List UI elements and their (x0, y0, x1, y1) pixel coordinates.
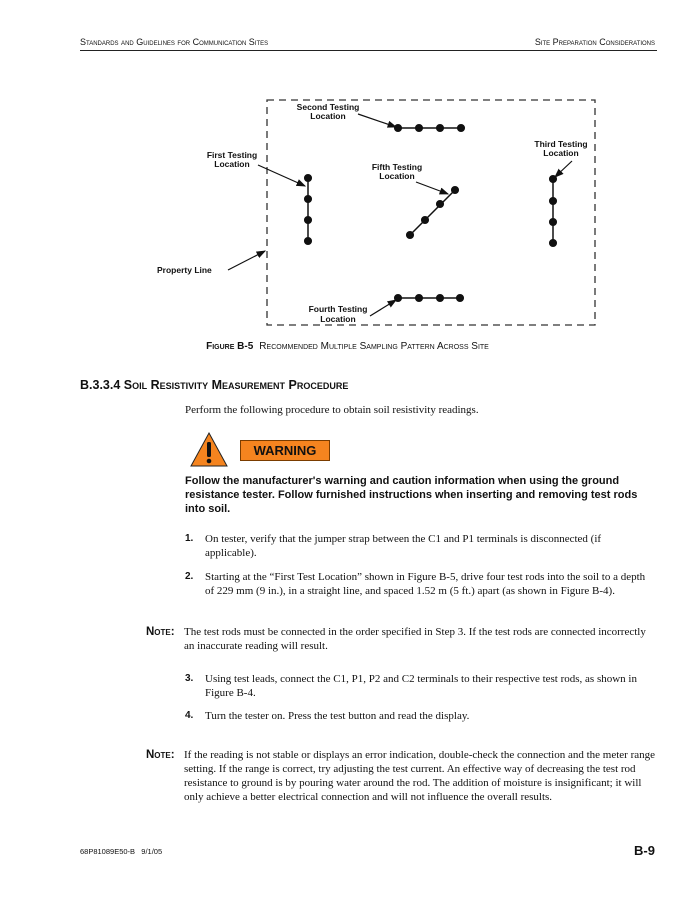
step-number: 2. (185, 571, 194, 582)
fourth-testing-location (395, 295, 464, 302)
first-testing-location (305, 175, 312, 245)
header-left: Standards and Guidelines for Communication Sites (80, 37, 269, 47)
fifth-location-label: Fifth Testing (371, 162, 423, 172)
step-text: Using test leads, connect the C1, P1, P2 and C2 terminals to their respective test rods, as shown in Figure B-4. (205, 673, 637, 699)
first-location-label-2: Location (214, 159, 250, 169)
third-location-label: Third Testing (534, 139, 588, 149)
fourth-location-label: Fourth Testing (308, 304, 368, 314)
figure-number: Figure B-5 (206, 341, 254, 352)
page-number: B-9 (634, 843, 655, 858)
note-label: Note: (146, 626, 175, 638)
step-text: On tester, verify that the jumper strap between the C1 and P1 terminals is disconnected (if applicable). (205, 533, 602, 559)
step-number: 4. (185, 710, 194, 721)
warning-label: WARNING (240, 440, 330, 461)
warning-text: Follow the manufacturer's warning and caution information when using the ground resistance tester. Follow furnished instructions when inserting and removing test rods into soil. (185, 475, 638, 515)
step-text: Turn the tester on. Press the test button and read the display. (205, 710, 470, 722)
second-location-label: Second Testing (296, 102, 360, 112)
section-intro: Perform the following procedure to obtain soil resistivity readings. (185, 404, 479, 416)
step-2 (185, 570, 655, 598)
fifth-testing-location (407, 187, 459, 239)
step-4 (185, 709, 655, 723)
property-line-label: Property Line (157, 265, 212, 275)
note-text: If the reading is not stable or displays an error indication, double-check the connection and the meter range setting. If the range is correct, try adjusting the test current. An effective way of decreasing the test rod resistance to ground is by pouring water around the rod. The addition of moisture is insignificant; it will only achieve a better electrical connection and will not influence the overall results. (184, 749, 655, 803)
figure-caption (0, 341, 695, 352)
step-3 (185, 672, 655, 700)
figure-caption-text: Recommended Multiple Sampling Pattern Across Site (259, 341, 489, 352)
step-text: Starting at the “First Test Location” shown in Figure B-5, drive four test rods into the soil to a depth of 229 mm (9 in.), in a straight line, and spaced 1.52 m (5 ft.) apart (as shown in Figure B-4). (205, 571, 646, 597)
note-label: Note: (146, 749, 175, 761)
step-number: 1. (185, 533, 194, 544)
first-location-label: First Testing (206, 150, 258, 160)
note-text: The test rods must be connected in the order specified in Step 3. If the test rods are connected incorrectly an inaccurate reading will result. (184, 626, 646, 652)
step-number: 3. (185, 673, 194, 684)
header-right: Site Preparation Considerations (534, 37, 655, 47)
property-line-boundary (267, 100, 595, 325)
second-testing-location (395, 125, 465, 132)
fifth-location-label-2: Location (379, 171, 415, 181)
warning-triangle-icon (189, 431, 229, 468)
second-location-label-2: Location (310, 111, 346, 121)
third-location-label-2: Location (543, 148, 579, 158)
callout-arrows (228, 114, 572, 316)
fourth-location-label-2: Location (320, 314, 356, 324)
sampling-pattern-diagram (0, 0, 695, 340)
step-1 (185, 532, 655, 560)
section-heading: B.3.3.4 Soil Resistivity Measurement Procedure (80, 378, 349, 392)
third-testing-location (550, 176, 557, 247)
note-2 (146, 748, 656, 804)
footer-doc-id: 68P81089E50-B 9/1/05 (80, 847, 163, 856)
note-1 (146, 625, 656, 653)
